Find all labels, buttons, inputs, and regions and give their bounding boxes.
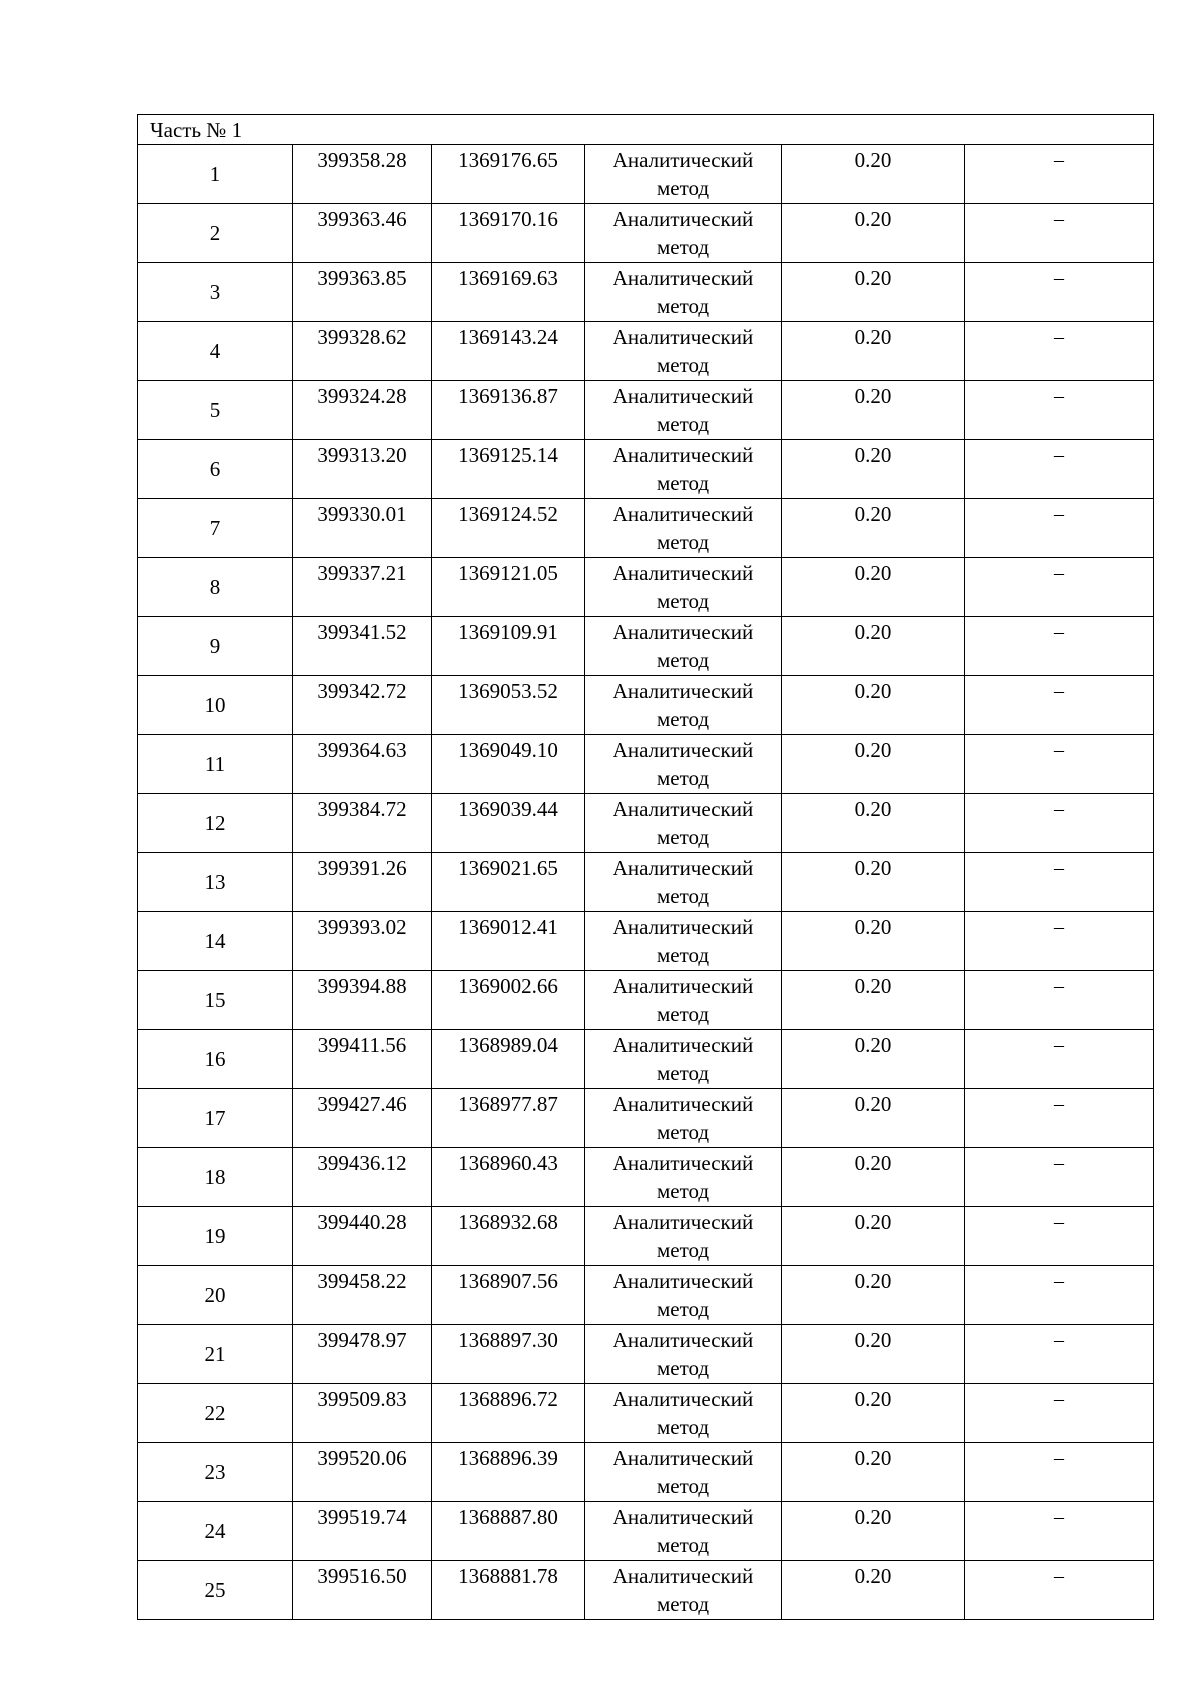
coord-x-cell: 399478.97 <box>293 1325 432 1384</box>
accuracy-cell: 0.20 <box>782 322 965 381</box>
point-number-cell: 21 <box>138 1325 293 1384</box>
accuracy-cell: 0.20 <box>782 1089 965 1148</box>
method-cell: Аналитический метод <box>585 617 782 676</box>
accuracy-cell: 0.20 <box>782 1443 965 1502</box>
accuracy-cell: 0.20 <box>782 617 965 676</box>
method-cell: Аналитический метод <box>585 381 782 440</box>
method-cell: Аналитический метод <box>585 1207 782 1266</box>
method-cell: Аналитический метод <box>585 676 782 735</box>
table-row <box>138 1089 1154 1148</box>
point-number-cell: 3 <box>138 263 293 322</box>
note-cell: – <box>965 1030 1154 1089</box>
table-row <box>138 676 1154 735</box>
accuracy-cell: 0.20 <box>782 1561 965 1620</box>
accuracy-cell: 0.20 <box>782 912 965 971</box>
point-number-cell: 10 <box>138 676 293 735</box>
coord-x-cell: 399384.72 <box>293 794 432 853</box>
coord-x-cell: 399393.02 <box>293 912 432 971</box>
note-cell: – <box>965 971 1154 1030</box>
table-row <box>138 1384 1154 1443</box>
table-row <box>138 617 1154 676</box>
method-cell: Аналитический метод <box>585 322 782 381</box>
coord-y-cell: 1368907.56 <box>432 1266 585 1325</box>
accuracy-cell: 0.20 <box>782 1384 965 1443</box>
method-cell: Аналитический метод <box>585 1148 782 1207</box>
coord-y-cell: 1369170.16 <box>432 204 585 263</box>
note-cell: – <box>965 1502 1154 1561</box>
note-cell: – <box>965 381 1154 440</box>
method-cell: Аналитический метод <box>585 499 782 558</box>
coord-y-cell: 1369109.91 <box>432 617 585 676</box>
coord-x-cell: 399337.21 <box>293 558 432 617</box>
point-number-cell: 18 <box>138 1148 293 1207</box>
coord-x-cell: 399436.12 <box>293 1148 432 1207</box>
note-cell: – <box>965 912 1154 971</box>
coord-y-cell: 1369176.65 <box>432 145 585 204</box>
point-number-cell: 6 <box>138 440 293 499</box>
coord-x-cell: 399458.22 <box>293 1266 432 1325</box>
point-number-cell: 16 <box>138 1030 293 1089</box>
coord-x-cell: 399427.46 <box>293 1089 432 1148</box>
table-row <box>138 1148 1154 1207</box>
table-row <box>138 204 1154 263</box>
accuracy-cell: 0.20 <box>782 853 965 912</box>
coord-y-cell: 1369002.66 <box>432 971 585 1030</box>
coord-y-cell: 1369143.24 <box>432 322 585 381</box>
table-row <box>138 912 1154 971</box>
point-number-cell: 9 <box>138 617 293 676</box>
coord-x-cell: 399391.26 <box>293 853 432 912</box>
coord-y-cell: 1369125.14 <box>432 440 585 499</box>
coord-x-cell: 399519.74 <box>293 1502 432 1561</box>
accuracy-cell: 0.20 <box>782 263 965 322</box>
accuracy-cell: 0.20 <box>782 1325 965 1384</box>
note-cell: – <box>965 440 1154 499</box>
table-row <box>138 1207 1154 1266</box>
method-cell: Аналитический метод <box>585 1561 782 1620</box>
coord-y-cell: 1368897.30 <box>432 1325 585 1384</box>
point-number-cell: 17 <box>138 1089 293 1148</box>
note-cell: – <box>965 1443 1154 1502</box>
table-row <box>138 440 1154 499</box>
note-cell: – <box>965 853 1154 912</box>
coord-x-cell: 399358.28 <box>293 145 432 204</box>
point-number-cell: 1 <box>138 145 293 204</box>
part-header-row <box>138 115 1154 145</box>
accuracy-cell: 0.20 <box>782 1030 965 1089</box>
coord-x-cell: 399342.72 <box>293 676 432 735</box>
part-title: Часть № 1 <box>138 115 1154 145</box>
point-number-cell: 25 <box>138 1561 293 1620</box>
note-cell: – <box>965 263 1154 322</box>
coord-x-cell: 399364.63 <box>293 735 432 794</box>
note-cell: – <box>965 1325 1154 1384</box>
coord-y-cell: 1368896.72 <box>432 1384 585 1443</box>
table-row <box>138 263 1154 322</box>
method-cell: Аналитический метод <box>585 1384 782 1443</box>
table-row <box>138 1561 1154 1620</box>
coord-x-cell: 399328.62 <box>293 322 432 381</box>
coord-y-cell: 1368977.87 <box>432 1089 585 1148</box>
note-cell: – <box>965 558 1154 617</box>
note-cell: – <box>965 1561 1154 1620</box>
table-row <box>138 558 1154 617</box>
method-cell: Аналитический метод <box>585 735 782 794</box>
point-number-cell: 12 <box>138 794 293 853</box>
note-cell: – <box>965 735 1154 794</box>
coord-y-cell: 1369021.65 <box>432 853 585 912</box>
note-cell: – <box>965 204 1154 263</box>
coord-y-cell: 1369121.05 <box>432 558 585 617</box>
table-row <box>138 322 1154 381</box>
note-cell: – <box>965 1148 1154 1207</box>
point-number-cell: 5 <box>138 381 293 440</box>
coord-y-cell: 1369012.41 <box>432 912 585 971</box>
table-row <box>138 853 1154 912</box>
table-row <box>138 381 1154 440</box>
point-number-cell: 11 <box>138 735 293 794</box>
accuracy-cell: 0.20 <box>782 1148 965 1207</box>
accuracy-cell: 0.20 <box>782 499 965 558</box>
note-cell: – <box>965 1266 1154 1325</box>
coord-y-cell: 1368989.04 <box>432 1030 585 1089</box>
table-row <box>138 145 1154 204</box>
table-row <box>138 1502 1154 1561</box>
method-cell: Аналитический метод <box>585 971 782 1030</box>
coord-y-cell: 1368887.80 <box>432 1502 585 1561</box>
point-number-cell: 7 <box>138 499 293 558</box>
method-cell: Аналитический метод <box>585 1089 782 1148</box>
note-cell: – <box>965 1207 1154 1266</box>
accuracy-cell: 0.20 <box>782 204 965 263</box>
accuracy-cell: 0.20 <box>782 145 965 204</box>
accuracy-cell: 0.20 <box>782 1207 965 1266</box>
method-cell: Аналитический метод <box>585 853 782 912</box>
coord-x-cell: 399516.50 <box>293 1561 432 1620</box>
point-number-cell: 22 <box>138 1384 293 1443</box>
coord-x-cell: 399509.83 <box>293 1384 432 1443</box>
note-cell: – <box>965 1384 1154 1443</box>
table-row <box>138 735 1154 794</box>
table-row <box>138 1325 1154 1384</box>
method-cell: Аналитический метод <box>585 1443 782 1502</box>
coord-y-cell: 1369124.52 <box>432 499 585 558</box>
method-cell: Аналитический метод <box>585 1030 782 1089</box>
coord-x-cell: 399520.06 <box>293 1443 432 1502</box>
accuracy-cell: 0.20 <box>782 1502 965 1561</box>
accuracy-cell: 0.20 <box>782 971 965 1030</box>
point-number-cell: 23 <box>138 1443 293 1502</box>
note-cell: – <box>965 1089 1154 1148</box>
accuracy-cell: 0.20 <box>782 440 965 499</box>
coord-x-cell: 399341.52 <box>293 617 432 676</box>
coord-x-cell: 399394.88 <box>293 971 432 1030</box>
note-cell: – <box>965 322 1154 381</box>
accuracy-cell: 0.20 <box>782 1266 965 1325</box>
point-number-cell: 13 <box>138 853 293 912</box>
point-number-cell: 19 <box>138 1207 293 1266</box>
method-cell: Аналитический метод <box>585 794 782 853</box>
point-number-cell: 4 <box>138 322 293 381</box>
coord-y-cell: 1369169.63 <box>432 263 585 322</box>
point-number-cell: 20 <box>138 1266 293 1325</box>
coordinates-table <box>137 114 1154 1620</box>
note-cell: – <box>965 617 1154 676</box>
coord-y-cell: 1369049.10 <box>432 735 585 794</box>
note-cell: – <box>965 794 1154 853</box>
coord-y-cell: 1369136.87 <box>432 381 585 440</box>
point-number-cell: 14 <box>138 912 293 971</box>
table-row <box>138 971 1154 1030</box>
point-number-cell: 15 <box>138 971 293 1030</box>
method-cell: Аналитический метод <box>585 1502 782 1561</box>
method-cell: Аналитический метод <box>585 204 782 263</box>
table-row <box>138 794 1154 853</box>
method-cell: Аналитический метод <box>585 440 782 499</box>
accuracy-cell: 0.20 <box>782 381 965 440</box>
method-cell: Аналитический метод <box>585 263 782 322</box>
accuracy-cell: 0.20 <box>782 794 965 853</box>
coord-y-cell: 1368881.78 <box>432 1561 585 1620</box>
coord-y-cell: 1368932.68 <box>432 1207 585 1266</box>
accuracy-cell: 0.20 <box>782 676 965 735</box>
method-cell: Аналитический метод <box>585 1325 782 1384</box>
table-row <box>138 1266 1154 1325</box>
coord-x-cell: 399363.85 <box>293 263 432 322</box>
coordinates-table-body <box>138 115 1154 1620</box>
accuracy-cell: 0.20 <box>782 735 965 794</box>
table-row <box>138 1443 1154 1502</box>
coord-x-cell: 399330.01 <box>293 499 432 558</box>
coord-y-cell: 1369053.52 <box>432 676 585 735</box>
method-cell: Аналитический метод <box>585 558 782 617</box>
note-cell: – <box>965 676 1154 735</box>
note-cell: – <box>965 499 1154 558</box>
point-number-cell: 24 <box>138 1502 293 1561</box>
point-number-cell: 2 <box>138 204 293 263</box>
method-cell: Аналитический метод <box>585 912 782 971</box>
method-cell: Аналитический метод <box>585 145 782 204</box>
coord-y-cell: 1368896.39 <box>432 1443 585 1502</box>
note-cell: – <box>965 145 1154 204</box>
coord-x-cell: 399440.28 <box>293 1207 432 1266</box>
table-row <box>138 1030 1154 1089</box>
table-row <box>138 499 1154 558</box>
accuracy-cell: 0.20 <box>782 558 965 617</box>
coord-y-cell: 1369039.44 <box>432 794 585 853</box>
coord-x-cell: 399313.20 <box>293 440 432 499</box>
coord-y-cell: 1368960.43 <box>432 1148 585 1207</box>
coord-x-cell: 399324.28 <box>293 381 432 440</box>
point-number-cell: 8 <box>138 558 293 617</box>
method-cell: Аналитический метод <box>585 1266 782 1325</box>
coord-x-cell: 399363.46 <box>293 204 432 263</box>
coord-x-cell: 399411.56 <box>293 1030 432 1089</box>
